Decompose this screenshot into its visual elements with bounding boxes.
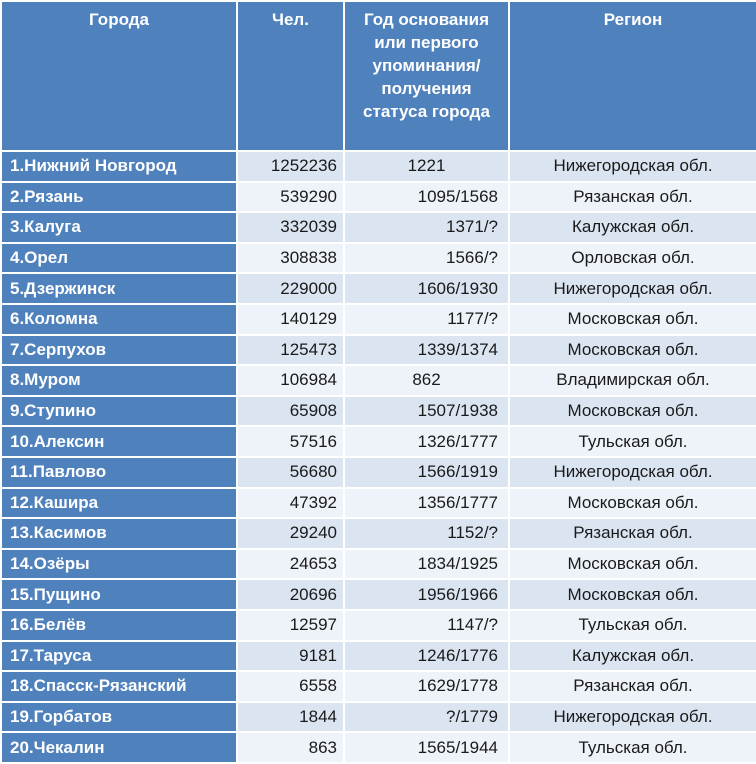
cell-population: 1252236: [237, 151, 344, 182]
cell-city: 8.Муром: [1, 365, 237, 396]
cell-year: 1147/?: [344, 610, 509, 641]
cell-region: Нижегородская обл.: [509, 702, 756, 733]
cell-year: 1566/1919: [344, 457, 509, 488]
cell-year: 1177/?: [344, 304, 509, 335]
cell-year: 1629/1778: [344, 671, 509, 702]
cell-population: 57516: [237, 426, 344, 457]
cell-population: 308838: [237, 243, 344, 274]
table-row: [1, 335, 756, 366]
cell-population: 1844: [237, 702, 344, 733]
cell-region: Тульская обл.: [509, 732, 756, 763]
cell-year: 862: [344, 365, 509, 396]
cell-population: 24653: [237, 549, 344, 580]
table-row: [1, 671, 756, 702]
cell-region: Нижегородская обл.: [509, 457, 756, 488]
cell-year: 1606/1930: [344, 273, 509, 304]
cell-population: 140129: [237, 304, 344, 335]
cell-city: 14.Озёры: [1, 549, 237, 580]
cell-city: 17.Таруса: [1, 641, 237, 672]
cell-city: 4.Орел: [1, 243, 237, 274]
cell-region: Московская обл.: [509, 335, 756, 366]
cell-city: 12.Кашира: [1, 488, 237, 519]
table-body: [1, 151, 756, 763]
cell-population: 20696: [237, 579, 344, 610]
cell-region: Орловская обл.: [509, 243, 756, 274]
cell-region: Рязанская обл.: [509, 671, 756, 702]
cell-population: 9181: [237, 641, 344, 672]
cell-population: 229000: [237, 273, 344, 304]
cell-population: 106984: [237, 365, 344, 396]
cell-city: 9.Ступино: [1, 396, 237, 427]
cell-region: Тульская обл.: [509, 426, 756, 457]
table-row: [1, 518, 756, 549]
table-row: [1, 426, 756, 457]
cell-region: Рязанская обл.: [509, 182, 756, 213]
table-row: [1, 151, 756, 182]
cell-city: 13.Касимов: [1, 518, 237, 549]
cell-region: Нижегородская обл.: [509, 273, 756, 304]
table-row: [1, 365, 756, 396]
table-row: [1, 396, 756, 427]
cell-population: 47392: [237, 488, 344, 519]
cell-region: Калужская обл.: [509, 641, 756, 672]
cell-population: 65908: [237, 396, 344, 427]
cell-year: 1246/1776: [344, 641, 509, 672]
cell-year: ?/1779: [344, 702, 509, 733]
cell-year: 1834/1925: [344, 549, 509, 580]
header-city: Города: [1, 1, 237, 151]
cell-population: 12597: [237, 610, 344, 641]
table-row: [1, 549, 756, 580]
cell-population: 332039: [237, 212, 344, 243]
cell-city: 20.Чекалин: [1, 732, 237, 763]
cell-region: Московская обл.: [509, 549, 756, 580]
cell-city: 16.Белёв: [1, 610, 237, 641]
cell-city: 10.Алексин: [1, 426, 237, 457]
cell-population: 863: [237, 732, 344, 763]
table-row: [1, 641, 756, 672]
cell-city: 6.Коломна: [1, 304, 237, 335]
table-row: [1, 182, 756, 213]
cell-city: 2.Рязань: [1, 182, 237, 213]
header-row: [1, 1, 756, 151]
cell-year: 1095/1568: [344, 182, 509, 213]
table-row: [1, 457, 756, 488]
cell-city: 1.Нижний Новгород: [1, 151, 237, 182]
cell-year: 1152/?: [344, 518, 509, 549]
cell-region: Московская обл.: [509, 579, 756, 610]
cell-region: Владимирская обл.: [509, 365, 756, 396]
cell-city: 19.Горбатов: [1, 702, 237, 733]
table-row: [1, 702, 756, 733]
cell-year: 1371/?: [344, 212, 509, 243]
cell-year: 1565/1944: [344, 732, 509, 763]
cell-population: 539290: [237, 182, 344, 213]
cell-year: 1339/1374: [344, 335, 509, 366]
table-row: [1, 243, 756, 274]
cell-population: 125473: [237, 335, 344, 366]
cell-city: 5.Дзержинск: [1, 273, 237, 304]
table-row: [1, 488, 756, 519]
cell-population: 29240: [237, 518, 344, 549]
cell-city: 11.Павлово: [1, 457, 237, 488]
cell-population: 56680: [237, 457, 344, 488]
cell-region: Нижегородская обл.: [509, 151, 756, 182]
cell-region: Калужская обл.: [509, 212, 756, 243]
table-row: [1, 212, 756, 243]
table-row: [1, 610, 756, 641]
header-region: Регион: [509, 1, 756, 151]
cell-region: Московская обл.: [509, 304, 756, 335]
header-population: Чел.: [237, 1, 344, 151]
cell-city: 7.Серпухов: [1, 335, 237, 366]
cell-region: Московская обл.: [509, 488, 756, 519]
cell-year: 1956/1966: [344, 579, 509, 610]
cell-city: 3.Калуга: [1, 212, 237, 243]
cell-year: 1566/?: [344, 243, 509, 274]
table-row: [1, 579, 756, 610]
table-row: [1, 732, 756, 763]
table-row: [1, 304, 756, 335]
cell-population: 6558: [237, 671, 344, 702]
cell-year: 1221: [344, 151, 509, 182]
cell-year: 1507/1938: [344, 396, 509, 427]
cell-year: 1326/1777: [344, 426, 509, 457]
cell-city: 18.Спасск-Рязанский: [1, 671, 237, 702]
cell-region: Московская обл.: [509, 396, 756, 427]
cell-city: 15.Пущино: [1, 579, 237, 610]
cell-year: 1356/1777: [344, 488, 509, 519]
cell-region: Рязанская обл.: [509, 518, 756, 549]
cell-region: Тульская обл.: [509, 610, 756, 641]
header-year: Год основания или первого упоминания/ получения статуса города: [344, 1, 509, 151]
table-row: [1, 273, 756, 304]
